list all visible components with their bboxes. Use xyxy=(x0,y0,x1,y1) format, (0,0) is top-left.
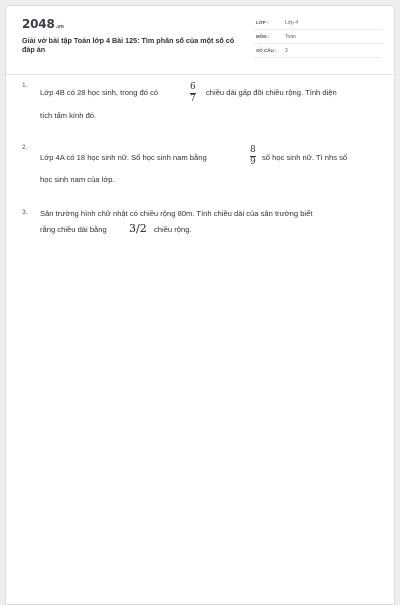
question-text-line2: học sinh nam của lớp. xyxy=(40,175,115,184)
question-fraction xyxy=(190,82,196,104)
question-text-line1-cont: chiều dài gấp đôi chiều rộng. Tính diện xyxy=(206,88,337,97)
meta-label-subject: MÔN : xyxy=(256,34,270,39)
fraction-numerator: 6 xyxy=(190,82,196,92)
worksheet-meta xyxy=(254,18,382,60)
question-3 xyxy=(22,209,382,243)
question-text-line1-cont: số học sinh nữ. Tì nhs số xyxy=(262,153,348,162)
worksheet-page xyxy=(5,5,395,605)
meta-row-question-count xyxy=(254,46,382,58)
question-text-line2: tích tấm kính đó. xyxy=(40,111,97,120)
question-text-line1: Sân trường hình chữ nhật có chiều rộng 80m. Tính chiều dài của sân trường biết xyxy=(40,209,313,218)
meta-value-question-count: 3 xyxy=(285,48,288,54)
fraction-denominator: 7 xyxy=(190,94,196,104)
meta-value-class: Lớp 4 xyxy=(285,20,299,26)
fraction-denominator: 9 xyxy=(250,157,256,167)
question-text-line2: rằng chiều dài bằng xyxy=(40,225,107,234)
question-text-line1: Lớp 4A có 18 học sinh nữ. Số học sinh nam bằng xyxy=(40,153,207,162)
question-number: 1. xyxy=(22,82,28,89)
worksheet-header xyxy=(6,6,396,74)
meta-label-question-count: SỐ CÂU : xyxy=(256,48,277,53)
meta-row-subject xyxy=(254,32,382,44)
site-logo[interactable] xyxy=(22,17,64,31)
question-number: 2. xyxy=(22,144,28,151)
meta-label-class: LỚP : xyxy=(256,20,269,25)
question-text-line2-cont: chiều rộng. xyxy=(154,225,192,234)
question-1 xyxy=(22,82,382,122)
meta-row-class xyxy=(254,18,382,30)
question-inline-fraction: 3/2 xyxy=(129,222,147,235)
logo-tld-text: .vn xyxy=(55,24,64,30)
question-text-line1: Lớp 4B có 28 học sinh, trong đó có xyxy=(40,88,159,97)
fraction-numerator: 8 xyxy=(250,145,256,155)
worksheet-title: Giải vở bài tập Toán lớp 4 Bài 125: Tìm phân số của một số có đáp án xyxy=(22,36,235,54)
meta-value-subject: Toán xyxy=(285,34,296,40)
header-divider xyxy=(6,74,396,75)
question-fraction xyxy=(250,145,256,167)
logo-main-text: 2048 xyxy=(22,17,55,31)
question-number: 3. xyxy=(22,209,28,216)
question-2 xyxy=(22,144,382,186)
